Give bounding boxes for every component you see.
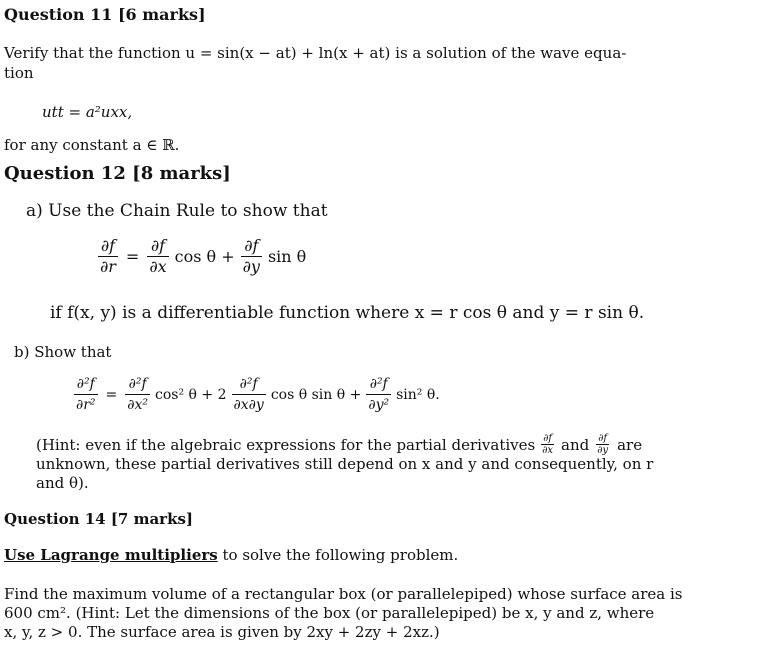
hint-fraction-df-dy — [596, 433, 609, 456]
fraction-numerator: ∂f — [147, 236, 168, 257]
hint-fraction-df-dx — [541, 433, 554, 456]
question-11-heading: Question 11 [6 marks] — [4, 5, 206, 24]
fraction-denominator: ∂x — [542, 445, 554, 456]
cos-squared-term: cos² θ + 2 — [155, 386, 227, 403]
fraction-df-dr — [98, 236, 118, 277]
question-12a-prompt: a) Use the Chain Rule to show that — [26, 201, 328, 221]
second-derivative-equation — [72, 374, 440, 415]
fraction-denominator: ∂x² — [127, 397, 149, 413]
hint-are: are — [617, 435, 643, 454]
question-14-text-line1: Find the maximum volume of a rectangular box (or parallelepiped) whose surface area is — [4, 585, 683, 603]
fraction-denominator: ∂r² — [76, 397, 96, 413]
fraction-df-dx — [147, 236, 168, 277]
sin-term: sin θ — [267, 247, 307, 266]
wave-equation: utt = a²uxx, — [42, 103, 133, 121]
fraction-d2f-dr2 — [74, 374, 98, 415]
fraction-numerator: ∂f — [241, 236, 262, 257]
hint-and: and — [561, 435, 590, 454]
question-11-text-line2: tion — [4, 64, 34, 82]
question-14-text-line3: x, y, z > 0. The surface area is given by 2xy + 2zy + 2xz.) — [4, 623, 440, 641]
hint-text: (Hint: even if the algebraic expressions for the partial derivatives — [36, 435, 536, 454]
fraction-numerator: ∂²f — [232, 374, 266, 395]
fraction-d2f-dx2 — [125, 374, 150, 415]
fraction-numerator: ∂²f — [366, 374, 391, 395]
mixed-term: cos θ sin θ + — [270, 386, 362, 403]
hint-line1 — [36, 433, 642, 456]
fraction-df-dy — [241, 236, 262, 277]
fraction-denominator: ∂y — [597, 445, 609, 456]
instruction-rest: to solve the following problem. — [217, 546, 459, 564]
question-14-text-line2: 600 cm². (Hint: Let the dimensions of the box (or parallelepiped) be x, y and z, where — [4, 604, 655, 622]
question-14-instruction — [4, 546, 458, 564]
fraction-numerator: ∂f — [598, 433, 608, 444]
fraction-numerator: ∂²f — [74, 374, 98, 395]
fraction-denominator: ∂y — [242, 257, 260, 276]
equals-sign: = — [125, 247, 140, 266]
question-14-heading: Question 14 [7 marks] — [4, 510, 194, 528]
hint-line2: unknown, these partial derivatives still depend on x and y and consequently, on r — [36, 455, 654, 473]
fraction-d2f-dy2 — [366, 374, 391, 415]
question-12a-condition: if f(x, y) is a differentiable function where x = r cos θ and y = r sin θ. — [50, 303, 645, 323]
fraction-numerator: ∂f — [543, 433, 553, 444]
fraction-denominator: ∂x∂y — [233, 397, 264, 413]
fraction-denominator: ∂y² — [368, 397, 390, 413]
fraction-numerator: ∂²f — [125, 374, 150, 395]
sin-squared-term: sin² θ. — [396, 386, 440, 403]
hint-line3: and θ). — [36, 474, 89, 492]
equals-sign: = — [105, 386, 118, 403]
question-12-heading: Question 12 [8 marks] — [4, 163, 231, 184]
fraction-denominator: ∂x — [149, 257, 167, 276]
chain-rule-equation — [96, 236, 306, 277]
fraction-denominator: ∂r — [100, 257, 116, 276]
question-11-text-line3: for any constant a ∈ ℝ. — [4, 136, 180, 154]
fraction-numerator: ∂f — [98, 236, 118, 257]
cos-term: cos θ + — [174, 247, 235, 266]
question-12b-prompt: b) Show that — [14, 343, 112, 361]
lagrange-multipliers-text: Use Lagrange multipliers — [4, 546, 218, 564]
fraction-d2f-dxdy — [232, 374, 266, 415]
question-11-text-line1: Verify that the function u = sin(x − at) + ln(x + at) is a solution of the wave equa- — [4, 44, 627, 62]
